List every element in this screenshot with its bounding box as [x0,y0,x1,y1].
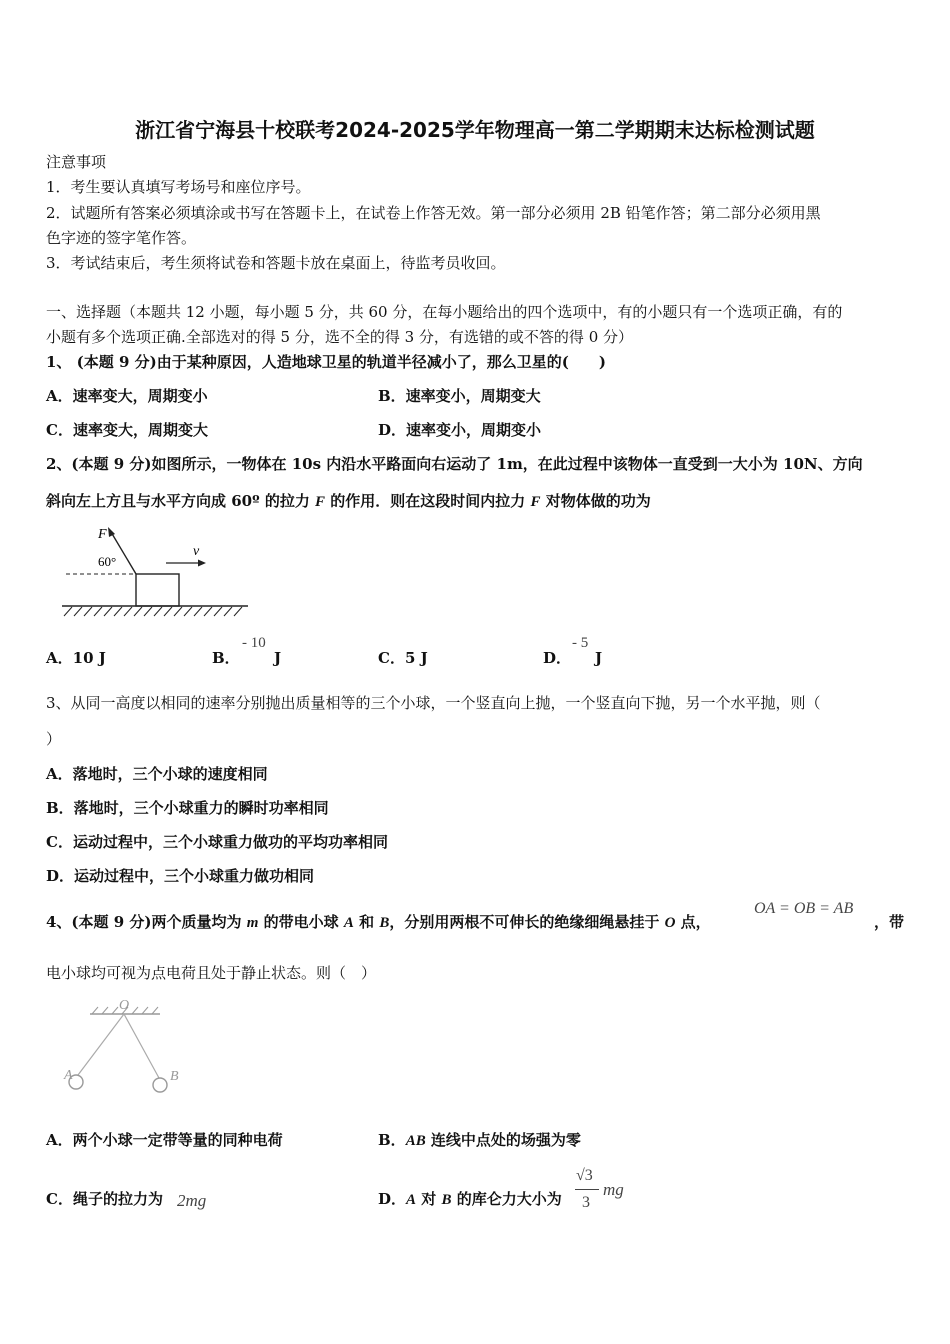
q2-stem-cont: 斜向左上方且与水平方向成 60º 的拉力 F 的作用．则在这段时间内拉力 F 对物体做的功为 [46,492,651,510]
notice-item-2-cont: 色字迹的签字笔作答。 [46,229,197,247]
notice-heading: 注意事项 [46,153,107,171]
q4-stem-cont: 电小球均可视为点电荷且处于静止状态。则（ ） [46,964,377,982]
q2-option-a: A．10 J [46,649,106,667]
q4-option-d-mg: mg [603,1180,624,1199]
q4-option-d-fraction-bar [575,1189,599,1190]
force-label: F [98,527,107,542]
ball-b [153,1078,167,1092]
q3-option-c: C．运动过程中，三个小球重力做功的平均功率相同 [46,833,388,851]
force-arrowhead [108,527,115,537]
q2-option-b-exponent: - 10 [242,635,266,651]
section-intro: 一、选择题（本题共 12 小题，每小题 5 分，共 60 分，在每小题给出的四个选项中，有的小题只有一个选项正确，有的 [46,303,843,321]
q4-option-d-denominator: 3 [582,1194,590,1211]
q4-option-c: C．绳子的拉力为 [46,1190,163,1208]
q2-figure [58,522,258,617]
q3-option-d: D．运动过程中，三个小球重力做功相同 [46,867,315,885]
q2-option-d-unit: J [595,649,603,667]
q1-option-c: C．速率变大，周期变大 [46,421,208,439]
q4-option-c-math: 2mg [177,1191,207,1210]
q4-option-d-numerator: √3 [576,1167,593,1184]
string-oa [78,1014,124,1075]
q3-option-b: B．落地时，三个小球重力的瞬时功率相同 [46,799,329,817]
q4-figure [56,996,196,1116]
ball-a-label: A [64,1068,73,1083]
notice-item-1: 1．考生要认真填写考场号和座位序号。 [46,178,311,196]
q1-option-a: A．速率变大，周期变小 [46,387,208,405]
q2-option-d-label: D． [543,649,572,667]
point-o-label: O [119,998,130,1013]
q4-stem-tail: ，带 [874,913,905,931]
q1-stem: 1、 (本题 9 分)由于某种原因，人造地球卫星的轨道半径减小了，那么卫星的( ) [46,353,606,371]
q4-equation: OA = OB = AB [754,900,854,917]
q4-option-d: D．A 对 B 的库仑力大小为 [378,1190,562,1208]
notice-item-2: 2．试题所有答案必须填涂或书写在答题卡上，在试卷上作答无效。第一部分必须用 2B 铅笔作答；第二部分必须用黑 [46,204,821,222]
notice-item-3: 3．考试结束后，考生须将试卷和答题卡放在桌面上，待监考员收回。 [46,254,506,272]
q3-stem-cont: ） [46,730,62,748]
q3-stem: 3、从同一高度以相同的速率分别抛出质量相等的三个小球，一个竖直向上抛，一个竖直向下抛，另一个水平抛，则（ [46,694,821,712]
q2-stem: 2、(本题 9 分)如图所示，一物体在 10s 内沿水平路面向右运动了 1m，在此过程中该物体一直受到一大小为 10N、方向 [46,455,863,473]
q2-option-d-exponent: - 5 [572,635,589,651]
q4-option-a: A．两个小球一定带等量的同种电荷 [46,1131,283,1149]
q2-option-c: C．5 J [378,649,428,667]
section-intro-cont: 小题有多个选项正确.全部选对的得 5 分，选不全的得 3 分，有选错的或不答的得 0 分） [46,328,634,346]
velocity-label: v [193,544,200,559]
q2-option-b-unit: J [274,649,282,667]
page-title: 浙江省宁海县十校联考2024-2025学年物理高一第二学期期末达标检测试题 [135,118,815,142]
q4-stem: 4、(本题 9 分)两个质量均为 m 的带电小球 A 和 B，分别用两根不可伸长的绝缘细绳悬挂于 O 点， [46,913,711,931]
ground-hatching [64,607,242,616]
q1-option-b: B．速率变小，周期变大 [378,387,541,405]
q2-option-b-label: B． [212,649,240,667]
q1-option-d: D．速率变小，周期变小 [378,421,542,439]
q3-option-a: A．落地时，三个小球的速度相同 [46,765,268,783]
q4-option-b: B．AB 连线中点处的场强为零 [378,1131,581,1149]
velocity-arrowhead [198,560,206,567]
ball-b-label: B [170,1069,179,1084]
block [136,574,179,606]
angle-label: 60° [98,554,117,569]
string-ob [124,1014,159,1078]
